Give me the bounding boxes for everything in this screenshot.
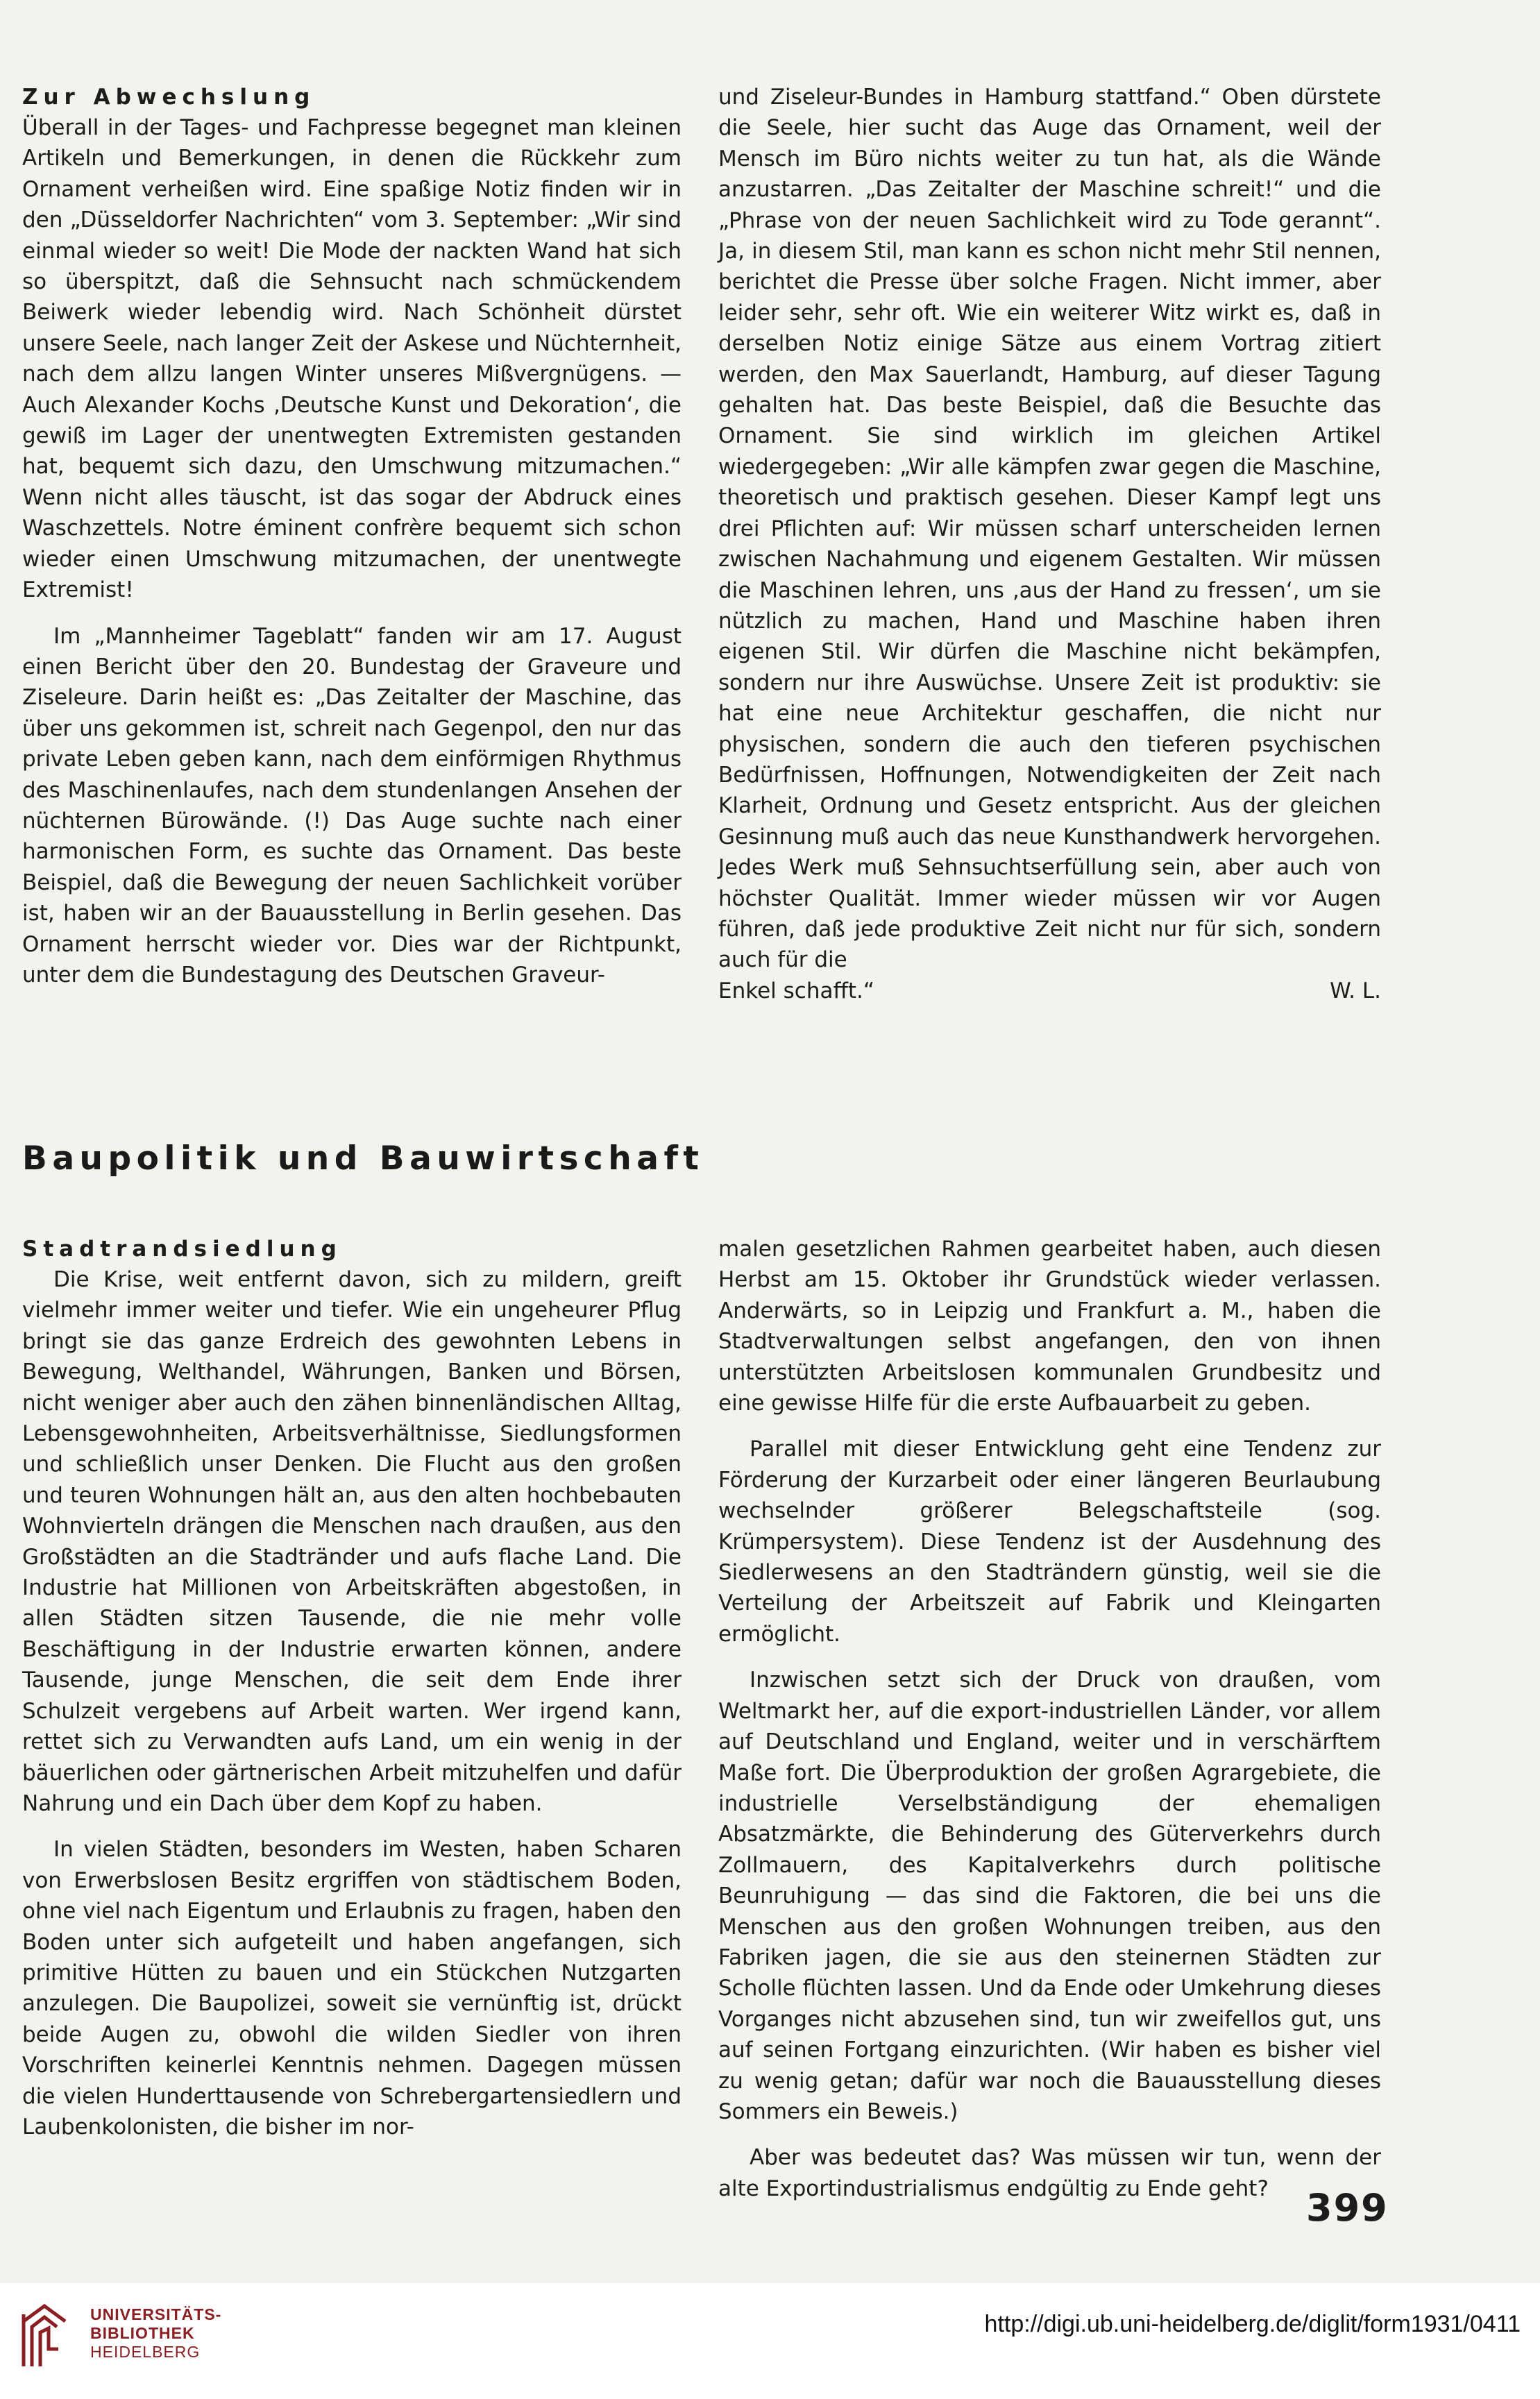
paragraph: Inzwischen setzt sich der Druck von draußen, vom Weltmarkt her, auf die export-industriellen Länder, vor allem auf Deutschland und England, weiter und in verschärftem Maße fort. Die Überproduktion der großen Agrargebiete, die industrielle Verselbständigung der ehemaligen Absatzmärkte, die Behinderung des Güterverkehrs durch Zollmauern, des Kapitalverkehrs durch politische Beunruhigung — das sind die Faktoren, die bei uns die Menschen aus den großen Wohnungen treiben, aus den Fabriken jagen, die sie aus den steinernen Städten zur Scholle flüchten lassen. Und da Ende oder Umkehrung dieses Vorganges nicht abzusehen sind, tun wir zweifellos gut, uns auf seinen Fortgang einzurichten. (Wir haben es bisher viel zu wenig getan; dafür war noch die Bauausstellung dieses Sommers ein Beweis.): [718, 1668, 1381, 2124]
paragraph: Im „Mannheimer Tageblatt“ fanden wir am 17. August einen Bericht über den 20. Bundestag der Graveure und Ziseleure. Darin heißt es: „Das Zeitalter der Maschine, das über uns gekommen ist, schreit nach Gegenpol, den nur das private Leben geben kann, nach dem einförmigen Rhythmus des Maschinenlaufes, nach dem stundenlangen Ansehen der nüchternen Bürowände. (!) Das Auge suchte nach einer harmonischen Form, es suchte das Ornament. Das beste Beispiel, daß die Bewegung der neuen Sachlichkeit vorüber ist, haben wir an der Bauausstellung in Berlin gesehen. Das Ornament herrscht wieder vor. Dies war der Richtpunkt, unter dem die Bundestagung des Deutschen Graveur-: [22, 623, 682, 987]
paragraph: malen gesetzlichen Rahmen gearbeitet haben, auch diesen Herbst am 15. Oktober ihr Grundstück wieder verlassen. Anderwärts, so in Leipzig und Frankfurt a. M., haben die Stadtverwaltungen selbst angefangen, den von ihnen unterstützten Arbeitslosen kommunalen Grundbesitz und eine gewisse Hilfe für die erste Aufbauarbeit zu geben.: [718, 1237, 1381, 1416]
column-right-bottom: [718, 1234, 1381, 2204]
article-heading-zur-abwechslung: Zur Abwechslung: [22, 85, 316, 110]
paragraph: Parallel mit dieser Entwicklung geht eine Tendenz zur Förderung der Kurzarbeit oder einer längeren Beurlaubung wechselnder größerer Belegschaftsteile (sog. Krümpersystem). Diese Tendenz ist der Ausdehnung des Siedlerwesens an den Stadträndern günstig, weil sie die Verteilung der Arbeitszeit auf Fabrik und Kleingarten ermöglicht.: [718, 1436, 1381, 1647]
column-left-top: [22, 82, 682, 990]
library-name-line-2: BIBLIOTHEK: [90, 2324, 195, 2342]
section-heading: Baupolitik und Bauwirtschaft: [22, 1139, 704, 1178]
author-signature: W. L.: [1330, 978, 1381, 1003]
paragraph: Die Krise, weit entfernt davon, sich zu mildern, greift vielmehr immer weiter und tiefer. Wie ein ungeheurer Pflug bringt sie das ganze Erdreich des gewohnten Lebens in Bewegung, Welthandel, Währungen, Banken und Börsen, nicht weniger aber auch den zähen binnenländischen Alltag, Lebensgewohnheiten, Arbeitsverhältnisse, Siedlungsformen und schließlich unser Denken. Die Flucht aus den großen und teuren Wohnungen hält an, aus den alten hochbebauten Wohnvierteln drängen die Menschen nach draußen, aus den Großstädten an die Stadtränder und aufs flache Land. Die Industrie hat Millionen von Arbeitskräften abgestoßen, in allen Städten sitzen Tausende, die nie mehr volle Beschäftigung in der Industrie erwarten können, andere Tausende, junge Menschen, die seit dem Ende ihrer Schulzeit vergebens auf Arbeit warten. Wer irgend kann, rettet sich zu Verwandten aufs Land, um ein wenig in der bäuerlichen oder gärtnerischen Arbeit mitzuhelfen und dafür Nahrung und ein Dach über dem Kopf zu haben.: [22, 1267, 682, 1816]
paragraph: Überall in der Tages- und Fachpresse begegnet man kleinen Artikeln und Bemerkungen, in denen die Rückkehr zum Ornament verheißen wird. Eine spaßige Notiz finden wir in den „Düsseldorfer Nachrichten“ vom 3. September: „Wir sind einmal wieder so weit! Die Mode der nackten Wand hat sich so überspitzt, daß die Sehnsucht nach schmückendem Beiwerk wieder lebendig wird. Nach Schönheit dürstet unsere Seele, nach langer Zeit der Askese und Nüchternheit, nach dem allzu langen Winter unseres Mißvergnügens. — Auch Alexander Kochs ‚Deutsche Kunst und Dekoration‘, die gewiß im Lager der unentwegten Extremisten gestanden hat, bequemt sich dazu, den Umschwung mitzumachen.“ Wenn nicht alles täuscht, ist das sogar der Abdruck eines Waschzettels. Notre éminent confrère bequemt sich schon wieder einen Umschwung mitzumachen, der unentwegte Extremist!: [22, 115, 682, 603]
closing-line: [718, 976, 1381, 1006]
article-heading-stadtrandsiedlung: Stadtrandsiedlung: [22, 1237, 342, 1262]
paragraph: In vielen Städten, besonders im Westen, haben Scharen von Erwerbslosen Besitz ergriffen von städtischem Boden, ohne viel nach Eigentum und Erlaubnis zu fragen, haben den Boden unter sich aufgeteilt und haben angefangen, sich primitive Hütten zu bauen und ein Stückchen Nutzgarten anzulegen. Die Baupolizei, soweit sie vernünftig ist, drückt beide Augen zu, obwohl die wilden Siedler von ihren Vorschriften keinerlei Kenntnis nehmen. Dagegen müssen die vielen Hunderttausende von Schrebergartensiedlern und Laubenkolonisten, die bisher im nor-: [22, 1837, 682, 2139]
footer-bar: [0, 2283, 1540, 2399]
source-url-link[interactable]: http://digi.ub.uni-heidelberg.de/diglit/form1931/0411: [984, 2311, 1521, 2337]
page-number: 399: [1306, 2186, 1389, 2230]
library-name: [90, 2305, 221, 2362]
library-name-line-1: UNIVERSITÄTS-: [90, 2305, 222, 2323]
closing-text: Enkel schafft.“: [718, 978, 874, 1003]
library-logo-icon: [17, 2300, 72, 2370]
column-right-top: [718, 82, 1381, 1006]
column-left-bottom: [22, 1234, 682, 2142]
library-name-line-3: HEIDELBERG: [90, 2343, 201, 2361]
paragraph: und Ziseleur-Bundes in Hamburg stattfand.“ Oben dürstete die Seele, hier sucht das Auge das Ornament, weil der Mensch im Büro nichts weiter zu tun hat, als die Wände anzustarren. „Das Zeitalter der Maschine schreit!“ und die „Phrase von der neuen Sachlichkeit wird zu Tode gerannt“. Ja, in diesem Stil, man kann es schon nicht mehr Stil nennen, berichtet die Presse über solche Fragen. Nicht immer, aber leider sehr, sehr oft. Wie ein weiterer Witz wirkt es, daß in derselben Notiz einige Sätze aus einem Vortrag zitiert werden, den Max Sauerlandt, Hamburg, auf dieser Tagung gehalten hat. Das beste Beispiel, daß die Besuchte das Ornament. Sie sind wirklich im gleichen Artikel wiedergegeben: „Wir alle kämpfen zwar gegen die Maschine, theoretisch und praktisch gesehen. Dieser Kampf legt uns drei Pflichten auf: Wir müssen scharf unterscheiden lernen zwischen Nachahmung und eigenem Gestalten. Wir müssen die Maschinen lehren, uns ‚aus der Hand zu fressen‘, um sie nützlich zu machen, Hand und Maschine haben ihren eigenen Stil. Wir dürfen die Maschine nicht bekämpfen, sondern nur ihre Auswüchse. Unsere Zeit ist produktiv: sie hat eine neue Architektur geschaffen, die nicht nur physischen, sondern die auch den tieferen psychischen Bedürfnissen, Hoffnungen, Notwendigkeiten der Zeit nach Klarheit, Ordnung und Gesetz entspricht. Aus der gleichen Gesinnung muß auch das neue Kunsthandwerk hervorgehen. Jedes Werk muß Sehnsuchtserfüllung sein, aber auch von höchster Qualität. Immer wieder müssen wir vor Augen führen, daß jede produktive Zeit nicht nur für sich, sondern auch für die: [718, 85, 1381, 973]
paragraph: Aber was bedeutet das? Was müssen wir tun, wenn der alte Exportindustrialismus endgültig zu Ende geht?: [718, 2145, 1381, 2201]
